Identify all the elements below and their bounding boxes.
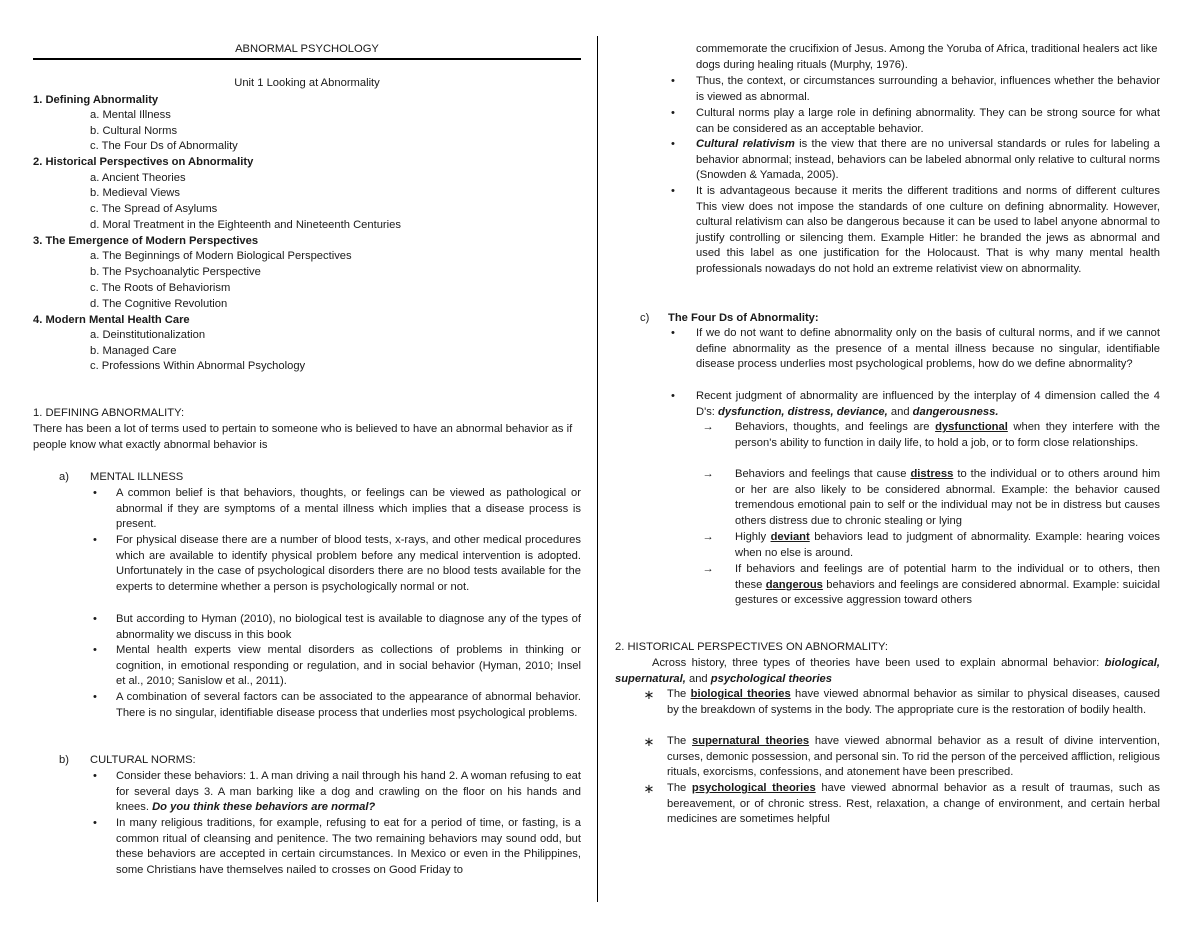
outline-item: b. The Psychoanalytic Perspective bbox=[90, 266, 261, 278]
term: Cultural relativism bbox=[696, 138, 795, 150]
paragraph-text: Behaviors, thoughts, and feelings are bbox=[735, 421, 930, 433]
paragraph-text: Highly bbox=[735, 531, 767, 543]
paragraph bbox=[116, 769, 581, 816]
bullet-icon: • bbox=[671, 327, 675, 339]
section-intro: There has been a lot of terms used to pertain to someone who is believed to have an abnormal behavior as if people know what exactly abnormal behavior is bbox=[33, 423, 573, 451]
paragraph-text: behaviors and feelings are considered abnormal. Example: suicidal gestures or excessive aggression toward others bbox=[735, 578, 1160, 607]
section-heading: 1. DEFINING ABNORMALITY: bbox=[33, 407, 185, 419]
term: dysfunctional bbox=[935, 421, 1008, 433]
list-marker: b) bbox=[59, 754, 69, 766]
paragraph-text: The bbox=[667, 782, 687, 794]
paragraph: Mental health experts view mental disorders as collections of problems in thinking or cognition, in emotional responding or regulation, and in social behavior (Hyman, 2010; Insel et al., 2010; Sanislow et al., 2011). bbox=[116, 644, 581, 688]
bullet-icon: • bbox=[93, 487, 97, 499]
paragraph bbox=[735, 420, 1160, 451]
outline-item: b. Medieval Views bbox=[90, 187, 180, 199]
outline-item: d. The Cognitive Revolution bbox=[90, 298, 228, 310]
paragraph bbox=[696, 137, 1160, 184]
and-word: and bbox=[688, 672, 708, 685]
paragraph: It is advantageous because it merits the different traditions and norms of different cultures This view does not impose the standards of one culture on defining abnormality. However, cultural relativism can also be dangerous because it can be used to label anyone abnormal to justify controlling or silencing them. Example Hitler: he branded the jews as abnormal and used this label as one justification for the Holocaust. That is why many mental health professionals nowadays do not hold an extreme relativist view on abnormality. bbox=[696, 185, 1160, 275]
bullet-icon: • bbox=[93, 691, 97, 703]
paragraph-text: have viewed abnormal behavior as similar to physical diseases, caused by the breakdown of systems in the body. The appropriate cure is the restoration of bodily health. bbox=[667, 688, 1160, 716]
outline-item: b. Managed Care bbox=[90, 345, 177, 357]
paragraph-text: The bbox=[667, 735, 687, 747]
paragraph-text: have viewed abnormal behavior as a result of traumas, such as bereavement, or of chronic stress. Rest, relaxation, a change of environment, and certain herbal medicines are sometimes helpful bbox=[667, 782, 1161, 826]
arrow-icon: → bbox=[702, 421, 714, 433]
outline-item: a. Deinstitutionalization bbox=[90, 329, 206, 341]
paragraph: In many religious traditions, for example, refusing to eat for a period of time, or fasting, is a common ritual of cleansing and penitence. The two remaining behaviors may sound odd, but these behaviors are accepted in certain circumstances. In Mexico or even in the Philippines, some Christians have themselves nailed to crosses on Good Friday to bbox=[116, 817, 581, 876]
outline-item: c. Professions Within Abnormal Psychology bbox=[90, 360, 306, 372]
outline-section-1: 1. Defining Abnormality bbox=[33, 94, 159, 106]
outline-section-3: 3. The Emergence of Modern Perspectives bbox=[33, 235, 259, 247]
outline-item: b. Cultural Norms bbox=[90, 125, 178, 137]
term: deviant bbox=[770, 531, 810, 543]
bullet-icon: • bbox=[671, 185, 675, 197]
arrow-icon: → bbox=[702, 468, 714, 480]
arrow-icon: → bbox=[702, 563, 714, 575]
asterisk-icon: ∗ bbox=[643, 734, 655, 749]
paragraph-text: If behaviors and feelings are of potential harm to the individual or to others, then these bbox=[735, 563, 1160, 591]
unit-title: Unit 1 Looking at Abnormality bbox=[234, 77, 380, 89]
paragraph bbox=[667, 781, 1160, 828]
term: distress bbox=[910, 468, 954, 480]
bullet-icon: • bbox=[93, 613, 97, 625]
terms: biological, supernatural, bbox=[615, 657, 1160, 685]
list-marker: a) bbox=[59, 471, 69, 483]
subsection-heading: CULTURAL NORMS: bbox=[90, 754, 196, 766]
paragraph-text: behaviors lead to judgment of abnormality. Example: hearing voices when no else is around. bbox=[735, 531, 1161, 559]
outline-item: c. The Spread of Asylums bbox=[90, 203, 218, 215]
outline-item: a. Ancient Theories bbox=[90, 172, 186, 184]
bullet-icon: • bbox=[93, 534, 97, 546]
document-title: ABNORMAL PSYCHOLOGY bbox=[235, 43, 379, 55]
paragraph bbox=[735, 530, 1160, 561]
outline-section-2: 2. Historical Perspectives on Abnormality bbox=[33, 156, 254, 168]
title-rule bbox=[33, 58, 581, 60]
bullet-icon: • bbox=[671, 390, 675, 402]
paragraph-text: The bbox=[667, 688, 687, 700]
paragraph bbox=[735, 467, 1160, 529]
paragraph-continued: commemorate the crucifixion of Jesus. Among the Yoruba of Africa, traditional healers act like dogs during healing rituals (Murphy, 1976). bbox=[696, 43, 1158, 71]
paragraph: Thus, the context, or circumstances surrounding a behavior, influences whether the behavior is viewed as abnormal. bbox=[696, 75, 1160, 103]
paragraph-text: have viewed abnormal behavior as a result of divine intervention, curses, demonic possession, and personal sin. To rid the person of the perceived affliction, religious rituals, exorcisms, confessions, and atonement have been prescribed. bbox=[667, 735, 1161, 779]
paragraph-text: to the individual or to others around him or her are also likely to be considered abnormal. Example: the behavior caused tremendous emotional pain to self or the individual may not be in distress but causes others distress due to chronic stealing or lying bbox=[735, 468, 1161, 527]
and-word: and bbox=[890, 405, 910, 418]
term: psychological theories bbox=[710, 672, 832, 685]
question-text: Do you think these behaviors are normal? bbox=[152, 801, 376, 814]
bullet-icon: • bbox=[93, 770, 97, 782]
asterisk-icon: ∗ bbox=[643, 781, 655, 796]
subsection-heading: MENTAL ILLNESS bbox=[90, 471, 184, 483]
column-divider bbox=[597, 36, 598, 902]
subsection-heading: The Four Ds of Abnormality: bbox=[668, 312, 819, 324]
section-heading: 2. HISTORICAL PERSPECTIVES ON ABNORMALITY: bbox=[615, 641, 888, 653]
paragraph bbox=[667, 734, 1160, 781]
outline-item: c. The Four Ds of Abnormality bbox=[90, 140, 238, 152]
bullet-icon: • bbox=[671, 107, 675, 119]
bullet-icon: • bbox=[93, 817, 97, 829]
paragraph bbox=[615, 656, 1160, 687]
paragraph bbox=[696, 389, 1160, 420]
terms: dysfunction, distress, deviance, bbox=[718, 405, 888, 418]
paragraph: A combination of several factors can be associated to the appearance of abnormal behavior. There is no singular, identifiable disease process that underlies most psychological problems. bbox=[116, 691, 581, 719]
outline-section-4: 4. Modern Mental Health Care bbox=[33, 314, 190, 326]
paragraph-text: Across history, three types of theories have been used to explain abnormal behavior: bbox=[652, 657, 1100, 669]
paragraph: But according to Hyman (2010), no biological test is available to diagnose any of the types of abnormality we discuss in this book bbox=[116, 613, 581, 641]
paragraph-text: is the view that there are no universal standards or rules for labeling a behavior abnormal; instead, behaviors can be labeled abnormal only relative to cultural norms (Snowden & Yamada, 2005). bbox=[696, 138, 1161, 182]
paragraph: Cultural norms play a large role in defining abnormality. They can be strong source for what can be considered as an acceptable behavior. bbox=[696, 107, 1160, 135]
term: supernatural theories bbox=[692, 735, 810, 747]
paragraph-text: Behaviors and feelings that cause bbox=[735, 468, 907, 480]
term: biological theories bbox=[690, 688, 791, 700]
asterisk-icon: ∗ bbox=[643, 687, 655, 702]
bullet-icon: • bbox=[671, 75, 675, 87]
bullet-icon: • bbox=[671, 138, 675, 150]
paragraph bbox=[735, 562, 1160, 609]
outline-item: c. The Roots of Behaviorism bbox=[90, 282, 231, 294]
paragraph-text: when they interfere with the person's ability to function in daily life, to hold a job, or to form close relationships. bbox=[735, 421, 1161, 449]
bullet-icon: • bbox=[93, 644, 97, 656]
paragraph: For physical disease there are a number of blood tests, x-rays, and other medical procedures which are available to identify physical problem before any medical intervention is adopted. Unfortunately in the case of psychological disorders there are no blood tests available for the experts to determine whether a person is psychologically normal or not. bbox=[116, 534, 581, 593]
list-marker: c) bbox=[640, 312, 650, 324]
paragraph: If we do not want to define abnormality only on the basis of cultural norms, and if we cannot define abnormality as the presence of a mental illness because no singular, identifiable disease process underlies most psychological problems, how do we define abnormality? bbox=[696, 327, 1160, 371]
term: psychological theories bbox=[691, 782, 816, 794]
paragraph-text: Recent judgment of abnormality are influenced by the interplay of 4 dimension called the 4 D's: bbox=[696, 390, 1160, 418]
outline-item: d. Moral Treatment in the Eighteenth and Nineteenth Centuries bbox=[90, 219, 401, 231]
paragraph-text: Consider these behaviors: 1. A man driving a nail through his hand 2. A woman refusing to eat for several days 3. A man barking like a dog and crawling on the floor on his hands and knees. bbox=[116, 770, 581, 814]
term: dangerousness. bbox=[912, 405, 999, 418]
outline-item: a. The Beginnings of Modern Biological Perspectives bbox=[90, 250, 352, 262]
term: dangerous bbox=[765, 578, 823, 591]
outline-item: a. Mental Illness bbox=[90, 109, 171, 121]
paragraph: A common belief is that behaviors, thoughts, or feelings can be viewed as pathological or abnormal if they are symptoms of a mental illness which implies that a disease process is present. bbox=[116, 487, 581, 531]
paragraph bbox=[667, 687, 1160, 718]
arrow-icon: → bbox=[702, 531, 714, 543]
